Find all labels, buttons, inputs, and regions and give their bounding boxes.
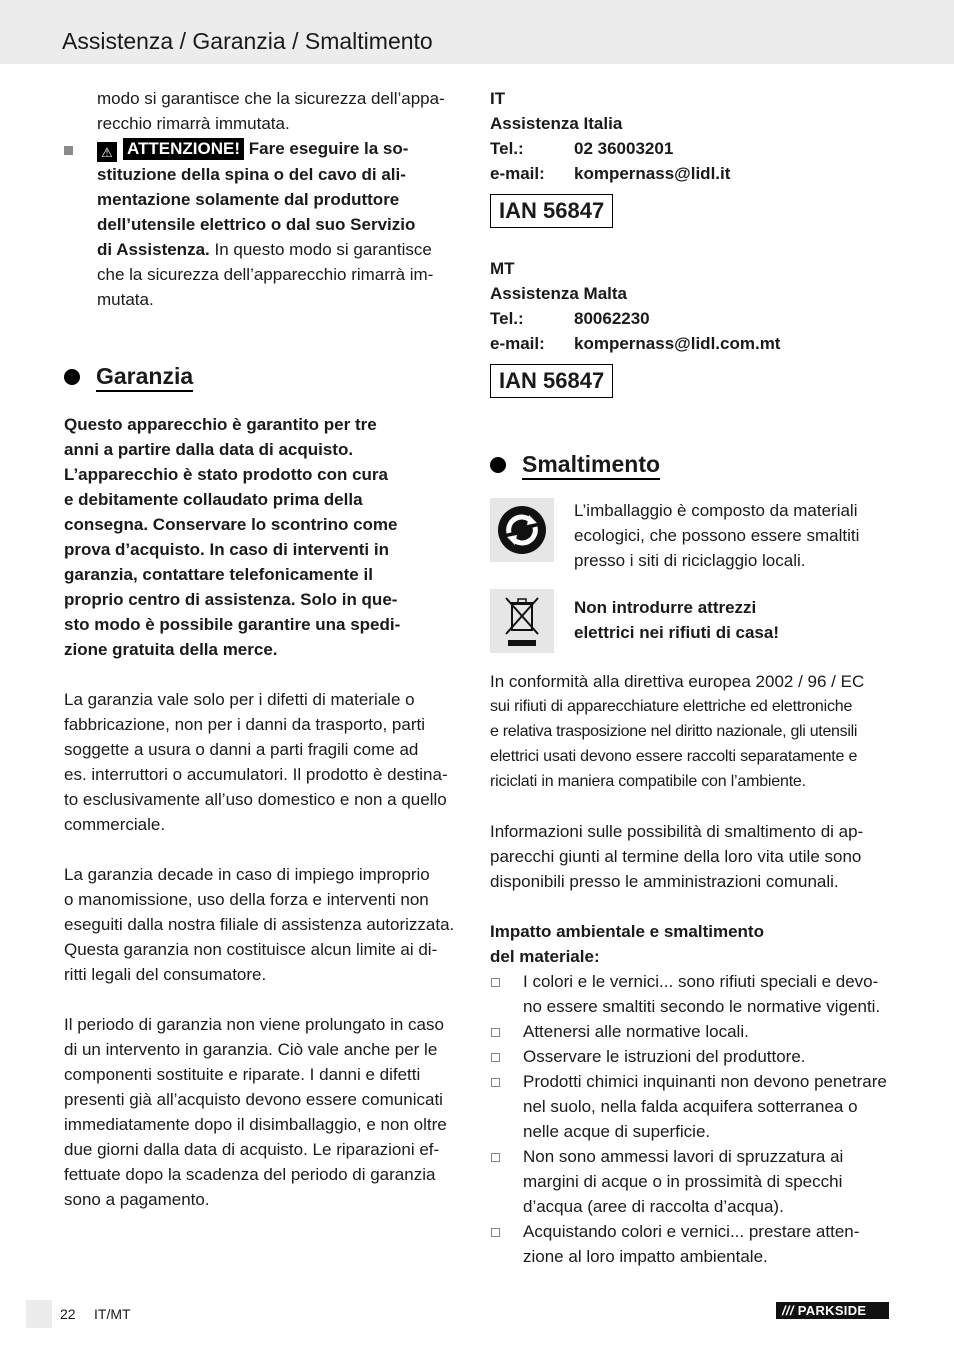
impact-title [490, 919, 900, 969]
service-name [490, 281, 900, 306]
list-item [490, 1219, 900, 1269]
text-line: Non introdurre attrezzi [574, 598, 757, 617]
warning-bold-text: Fare eseguire la so- [248, 139, 409, 158]
text-line: zione al loro impatto ambientale. [523, 1247, 768, 1266]
text-line: o manomissione, uso della forza e interventi non [64, 890, 429, 909]
text-line: La garanzia vale solo per i difetti di materiale o [64, 690, 415, 709]
text-line: mentazione solamente dal produttore [97, 190, 400, 209]
warning-bold-tail: di Assistenza. [97, 240, 210, 259]
phone-row [490, 306, 900, 331]
text-line: sono a pagamento. [64, 1190, 210, 1209]
list-item [490, 1144, 900, 1219]
text-line: di un intervento in garanzia. Ciò vale anche per le [64, 1040, 438, 1059]
text-line: sui rifiuti di apparecchiature elettriche ed elettroniche [490, 698, 853, 715]
section-title: Smaltimento [522, 450, 660, 480]
garanzia-paragraph-3 [64, 1012, 464, 1212]
service-name-text: Assistenza Italia [490, 114, 623, 133]
text-line: Osservare le istruzioni del produttore. [523, 1047, 806, 1066]
text-line: modo si garantisce che la sicurezza dell’appa- [97, 89, 445, 108]
crossed-bin-icon [490, 589, 554, 653]
list-item [490, 1044, 900, 1069]
text-line: fabbricazione, non per i danni da trasporto, parti [64, 715, 426, 734]
bullet-dot-icon [490, 457, 506, 473]
square-bullet-icon [491, 1078, 500, 1087]
text-line: Prodotti chimici inquinanti non devono penetrare [523, 1072, 887, 1091]
email-address: kompernass@lidl.com.mt [574, 334, 781, 353]
intro-paragraph [64, 86, 464, 136]
contact-mt [490, 256, 900, 398]
text-line: Il periodo di garanzia non viene prolungato in caso [64, 1015, 444, 1034]
text-line: stituzione della spina o del cavo di ali- [97, 165, 406, 184]
attention-label: ATTENZIONE! [123, 138, 244, 160]
text-line: mutata. [97, 290, 154, 309]
list-item [490, 1019, 900, 1044]
text-line: L’imballaggio è composto da materiali [574, 501, 858, 520]
text-line: Impatto ambientale e smaltimento [490, 922, 764, 941]
text-line: nel suolo, nella falda acquifera sotterranea o [523, 1097, 858, 1116]
text-line: sto modo è possibile garantire una spedi- [64, 615, 401, 634]
list-item [490, 1069, 900, 1144]
service-name-text: Assistenza Malta [490, 284, 627, 303]
text-line: Non sono ammessi lavori di spruzzatura ai [523, 1147, 844, 1166]
text-line: fettuate dopo la scadenza del periodo di garanzia [64, 1165, 436, 1184]
text-line: Questa garanzia non costituisce alcun limite ai di- [64, 940, 438, 959]
phone-row [490, 136, 900, 161]
bullet-dot-icon [64, 369, 80, 385]
text-line: margini di acque o in prossimità di specchi [523, 1172, 843, 1191]
text-line: es. interruttori o accumulatori. Il prodotto è destina- [64, 765, 448, 784]
directive-paragraph [490, 669, 900, 794]
text-line: In conformità alla direttiva europea 2002 / 96 / EC [490, 672, 865, 691]
text-line: ritti legali del consumatore. [64, 965, 267, 984]
phone-number: 80062230 [574, 309, 650, 328]
text-line: d’acqua (aree di raccolta d’acqua). [523, 1197, 784, 1216]
square-bullet-icon [491, 1153, 500, 1162]
square-bullet-icon [491, 1028, 500, 1037]
left-column [64, 86, 464, 1212]
square-bullet-icon [491, 978, 500, 987]
text-line: presenti già all’acquisto devono essere comunicati [64, 1090, 443, 1109]
text-line: Acquistando colori e vernici... prestare atten- [523, 1222, 860, 1241]
contact-it [490, 86, 900, 228]
ian-box: IAN 56847 [490, 194, 613, 228]
text-line: elettrici nei rifiuti di casa! [574, 623, 780, 642]
email-address: kompernass@lidl.it [574, 164, 731, 183]
packaging-text [574, 498, 859, 573]
email-label: e-mail: [490, 334, 545, 353]
text-line: Questo apparecchio è garantito per tre [64, 415, 377, 434]
text-line: consegna. Conservare lo scontrino come [64, 515, 398, 534]
page-title: Assistenza / Garanzia / Smaltimento [62, 28, 433, 54]
green-dot-recycle-icon [490, 498, 554, 562]
country-code [490, 256, 900, 281]
smaltimento-heading [490, 450, 900, 480]
page-number-tab [26, 1300, 52, 1328]
text-line: riciclati in maniera compatibile con l’ambiente. [490, 773, 806, 790]
text-line: elettrici usati devono essere raccolti separatamente e [490, 748, 858, 765]
warning-item [64, 136, 464, 312]
text-line: e relativa trasposizione nel diritto nazionale, gli utensili [490, 723, 858, 740]
text-line: L’apparecchio è stato prodotto con cura [64, 465, 388, 484]
ian-box: IAN 56847 [490, 364, 613, 398]
text-line: no essere smaltiti secondo le normative vigenti. [523, 997, 881, 1016]
text-line: Informazioni sulle possibilità di smaltimento di ap- [490, 822, 864, 841]
text-line: componenti sostituite e riparate. I danni e difetti [64, 1065, 421, 1084]
phone-number: 02 36003201 [574, 139, 674, 158]
text-line: soggette a usura o danni a parti fragili come ad [64, 740, 419, 759]
info-paragraph [490, 819, 900, 894]
brand-logo [776, 1302, 889, 1319]
text-line: anni a partire dalla data di acquisto. [64, 440, 354, 459]
text-line: due giorni dalla data di acquisto. Le riparazioni ef- [64, 1140, 440, 1159]
text-line: che la sicurezza dell’apparecchio rimarrà im- [97, 265, 434, 284]
text-line: nelle acque di superficie. [523, 1122, 711, 1141]
email-row [490, 331, 900, 356]
country-code [490, 86, 900, 111]
weee-text [574, 589, 779, 645]
garanzia-paragraph-2 [64, 862, 464, 987]
phone-label: Tel.: [490, 309, 524, 328]
list-item [490, 969, 900, 1019]
square-bullet-icon [64, 146, 73, 155]
brand-name: PARKSIDE [797, 1303, 867, 1318]
weee-row [490, 589, 900, 653]
garanzia-bold-paragraph [64, 412, 464, 662]
text-line: recchio rimarrà immutata. [97, 114, 290, 133]
text-line [97, 136, 464, 162]
impact-list [490, 969, 900, 1269]
text-line: ecologici, che possono essere smaltiti [574, 526, 860, 545]
text-line: proprio centro di assistenza. Solo in que- [64, 590, 398, 609]
page-number: 22 [60, 1306, 76, 1322]
text-line: disponibili presso le amministrazioni comunali. [490, 872, 839, 891]
text-line [97, 237, 464, 262]
square-bullet-icon [491, 1228, 500, 1237]
warning-triangle-icon: ⚠ [97, 142, 117, 162]
section-title: Garanzia [96, 362, 193, 392]
text-line: to esclusivamente all’uso domestico e non a quello [64, 790, 447, 809]
phone-label: Tel.: [490, 139, 524, 158]
square-bullet-icon [491, 1053, 500, 1062]
text-line: e debitamente collaudato prima della [64, 490, 363, 509]
text-line: Attenersi alle normative locali. [523, 1022, 749, 1041]
language-code: IT/MT [94, 1306, 131, 1322]
text-line: garanzia, contattare telefonicamente il [64, 565, 373, 584]
text-line: zione gratuita della merce. [64, 640, 278, 659]
text-line: presso i siti di riciclaggio locali. [574, 551, 806, 570]
text-line: eseguiti dalla nostra filiale di assistenza autorizzata. [64, 915, 455, 934]
service-name [490, 111, 900, 136]
country-code-text: MT [490, 259, 515, 278]
country-code-text: IT [490, 89, 506, 108]
packaging-row [490, 498, 900, 573]
text-line: commerciale. [64, 815, 166, 834]
text-line: prova d’acquisto. In caso di interventi in [64, 540, 389, 559]
text-line: del materiale: [490, 947, 600, 966]
email-row [490, 161, 900, 186]
text-line: immediatamente dopo il disimballaggio, e non oltre [64, 1115, 447, 1134]
brand-stripes-icon: /// [782, 1303, 794, 1318]
text-line: I colori e le vernici... sono rifiuti speciali e devo- [523, 972, 879, 991]
text-line: La garanzia decade in caso di impiego improprio [64, 865, 430, 884]
garanzia-paragraph-1 [64, 687, 464, 837]
text-line: dell’utensile elettrico o dal suo Servizio [97, 215, 416, 234]
text-line: parecchi giunti al termine della loro vita utile sono [490, 847, 862, 866]
right-column [490, 86, 900, 1269]
garanzia-heading [64, 362, 464, 392]
warning-normal-tail: In questo modo si garantisce [209, 240, 432, 259]
email-label: e-mail: [490, 164, 545, 183]
